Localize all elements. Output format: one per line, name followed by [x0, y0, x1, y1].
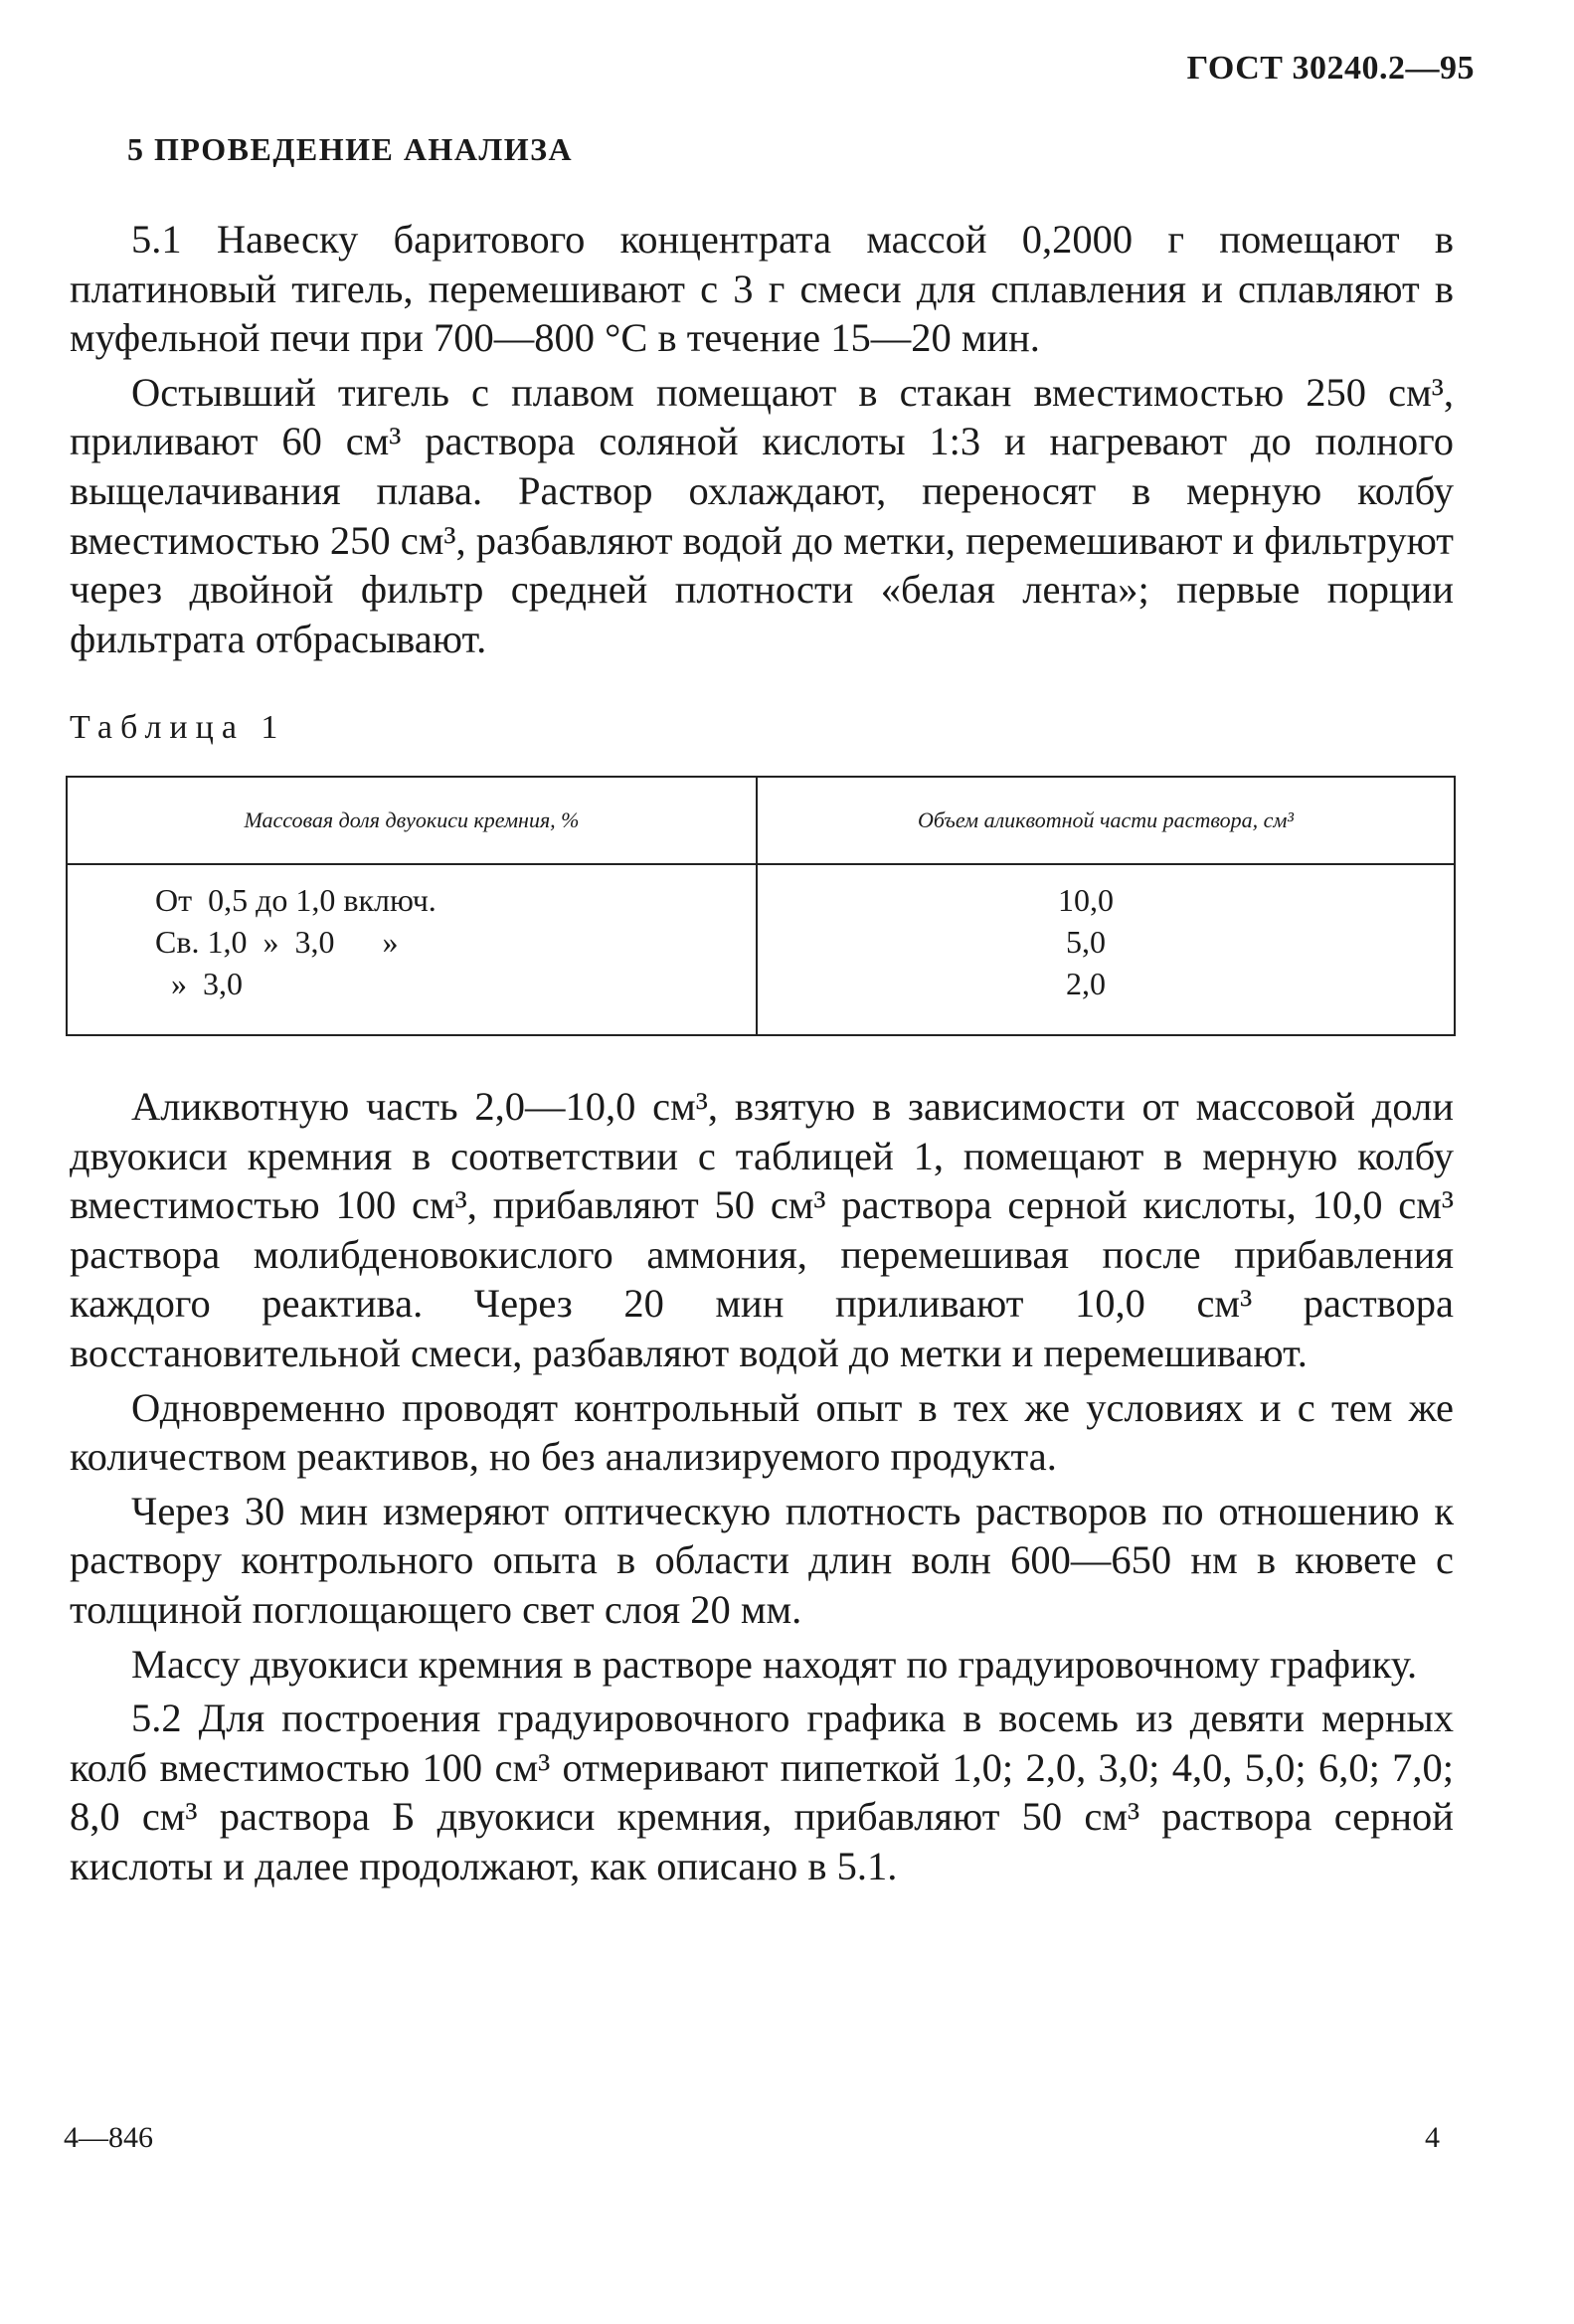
- table-cell-fraction: От 0,5 до 1,0 включ.: [155, 882, 437, 918]
- table-cell-volume: 5,0: [1066, 924, 1106, 960]
- paragraph-aliquot: Аликвотную часть 2,0—10,0 см³, взятую в зависимости от массовой доли двуокиси кремния в соответствии с таблицей 1, помещают в мерную колбу вместимостью 100 см³, прибавляют 50 см³ раствора серной кислоты, 10,0 см³ раствора молибденовокислого аммония, перемешивая после прибавления каждого реактива. Через 20 мин приливают 10,0 см³ раствора восстановительной смеси, разбавляют водой до метки и перемешивают.: [70, 1084, 1454, 1375]
- table-header-fraction: Массовая доля двуокиси кремния, %: [67, 777, 757, 864]
- table-header-volume: Объем аликвотной части раствора, см³: [757, 777, 1455, 864]
- table-title: Таблица 1: [70, 709, 286, 746]
- volume-column: [757, 864, 1455, 1035]
- table-cell-fraction: Св. 1,0 » 3,0 »: [155, 924, 399, 960]
- paragraph-control: Одновременно проводят контрольный опыт в тех же условиях и с тем же количеством реактивов, но без анализируемого продукта.: [70, 1384, 1454, 1480]
- table-cell-volume: 10,0: [1058, 882, 1114, 918]
- paragraph-mass: Массу двуокиси кремния в растворе находят по градуировочному графику.: [131, 1641, 1418, 1687]
- table-header-row: [67, 777, 1455, 864]
- table-cell-volume: 2,0: [1066, 966, 1106, 1001]
- paragraph-5-1: 5.1 Навеску баритового концентрата массой 0,2000 г помещают в платиновый тигель, перемешивают с 3 г смеси для сплавления и сплавляют в муфельной печи при 700—800 °С в течение 15—20 мин.: [70, 217, 1454, 361]
- table-cell-fraction: » 3,0: [155, 966, 243, 1001]
- footer-print-code: 4—846: [64, 2121, 153, 2154]
- section-title: 5 ПРОВЕДЕНИЕ АНАЛИЗА: [127, 131, 574, 167]
- aliquot-table: [66, 776, 1456, 1036]
- standard-code: ГОСТ 30240.2—95: [1186, 50, 1475, 87]
- paragraph-dissolution: Остывший тигель с плавом помещают в стакан вместимостью 250 см³, приливают 60 см³ раствора соляной кислоты 1:3 и нагревают до полного выщелачивания плава. Раствор охлаждают, переносят в мерную колбу вместимостью 250 см³, разбавляют водой до метки, перемешивают и фильтруют через двойной фильтр средней плотности «белая лента»; первые порции фильтрата отбрасывают.: [70, 369, 1454, 661]
- text-block-top: [70, 215, 1454, 668]
- paragraph-measurement: Через 30 мин измеряют оптическую плотность растворов по отношению к раствору контрольного опыта в области длин волн 600—650 нм в кювете с толщиной поглощающего свет слоя 20 мм.: [70, 1488, 1454, 1632]
- text-block-bottom: [70, 1082, 1454, 1896]
- table-body-row: [67, 864, 1455, 1035]
- paragraph-5-2: 5.2 Для построения градуировочного графика в восемь из девяти мерных колб вместимостью 100 см³ отмеривают пипеткой 1,0; 2,0, 3,0; 4,0, 5,0; 6,0; 7,0; 8,0 см³ раствора Б двуокиси кремния, прибавляют 50 см³ раствора серной кислоты и далее продолжают, как описано в 5.1.: [70, 1696, 1454, 1888]
- fraction-column: [67, 864, 757, 1035]
- page-number: 4: [1425, 2121, 1440, 2154]
